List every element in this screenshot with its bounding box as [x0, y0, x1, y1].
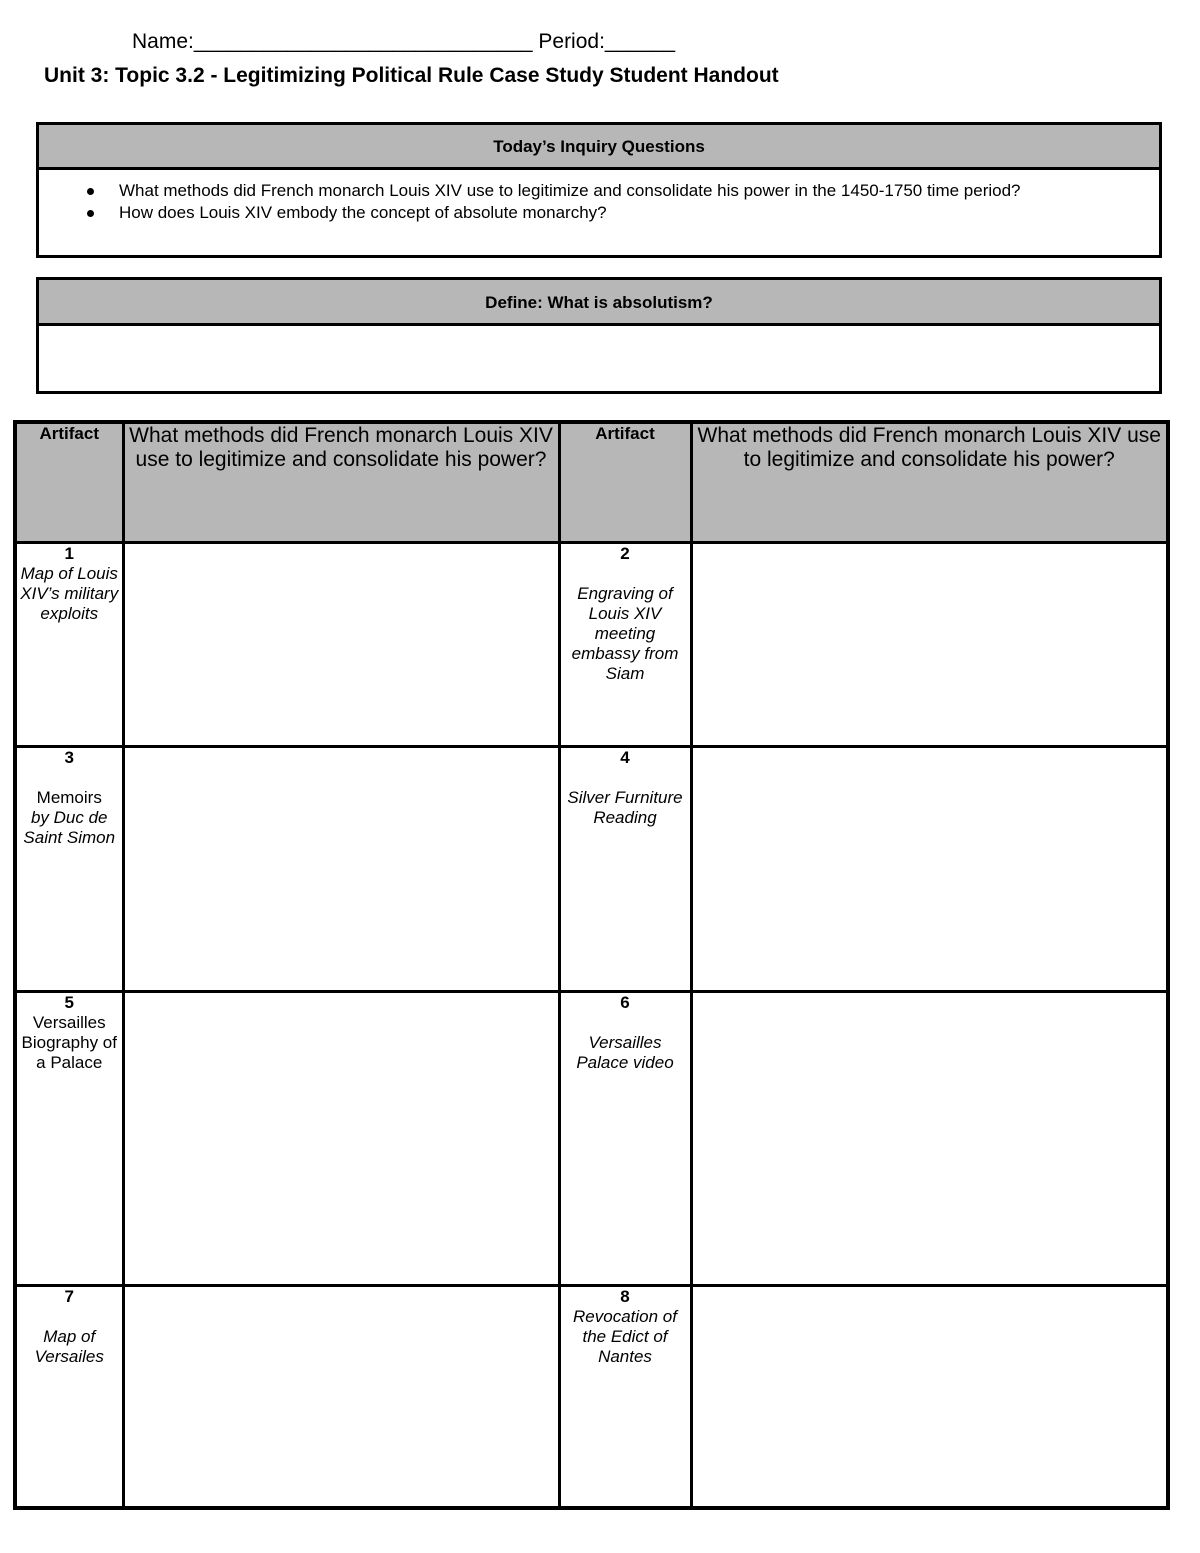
- artifact-label: Map of Versailes: [34, 1326, 104, 1366]
- answer-cell[interactable]: [123, 542, 559, 746]
- inquiry-question: What methods did French monarch Louis XIV use to legitimize and consolidate his power in the 1450-1750 time period?: [119, 180, 1159, 202]
- artifact-number: 2: [620, 543, 630, 563]
- table-row: [15, 1285, 1168, 1508]
- artifact-cell: [15, 1285, 123, 1508]
- artifact-column-header: Artifact: [559, 422, 691, 542]
- artifact-label-plain: Memoirs: [36, 787, 102, 807]
- artifact-cell: [15, 542, 123, 746]
- artifact-number: 8: [620, 1286, 630, 1306]
- artifact-column-header: Artifact: [15, 422, 123, 542]
- answer-cell[interactable]: [691, 746, 1168, 991]
- inquiry-questions-box: [36, 122, 1162, 258]
- artifact-label: Versailles Palace video: [576, 1032, 674, 1072]
- table-row: [15, 991, 1168, 1285]
- page-title: Unit 3: Topic 3.2 - Legitimizing Political Rule Case Study Student Handout: [44, 64, 779, 87]
- table-row: [15, 542, 1168, 746]
- artifact-number: 7: [64, 1286, 74, 1306]
- artifact-number: 1: [64, 543, 74, 563]
- artifact-label: by Duc de Saint Simon: [23, 807, 116, 847]
- artifact-cell: [15, 991, 123, 1285]
- artifact-number: 4: [620, 747, 630, 767]
- table-header-row: [15, 422, 1168, 542]
- artifact-number: 5: [64, 992, 74, 1012]
- artifact-label: Map of Louis XIV’s military exploits: [20, 563, 119, 623]
- question-column-header: What methods did French monarch Louis XIV use to legitimize and consolidate his power?: [691, 422, 1168, 542]
- answer-cell[interactable]: [123, 746, 559, 991]
- answer-cell[interactable]: [123, 991, 559, 1285]
- inquiry-list: [39, 180, 1159, 224]
- question-column-header: What methods did French monarch Louis XIV use to legitimize and consolidate his power?: [123, 422, 559, 542]
- inquiry-heading: Today’s Inquiry Questions: [39, 125, 1159, 170]
- table-row: [15, 746, 1168, 991]
- artifact-label: Silver Furniture Reading: [567, 787, 683, 827]
- answer-cell[interactable]: [691, 1285, 1168, 1508]
- artifact-label: Engraving of Louis XIV meeting embassy from Siam: [571, 583, 679, 683]
- artifact-cell: [559, 991, 691, 1285]
- name-period-line[interactable]: Name:_____________________________ Period:______: [132, 30, 675, 53]
- answer-cell[interactable]: [123, 1285, 559, 1508]
- artifact-number: 6: [620, 992, 630, 1012]
- answer-cell[interactable]: [691, 542, 1168, 746]
- artifact-label: Revocation of the Edict of Nantes: [573, 1306, 677, 1366]
- artifact-cell: [15, 746, 123, 991]
- artifact-cell: [559, 542, 691, 746]
- artifact-label-plain: Versailles Biography of a Palace: [21, 1012, 117, 1072]
- artifact-cell: [559, 746, 691, 991]
- answer-cell[interactable]: [691, 991, 1168, 1285]
- define-answer-area[interactable]: [39, 326, 1159, 388]
- artifact-cell: [559, 1285, 691, 1508]
- inquiry-question: How does Louis XIV embody the concept of absolute monarchy?: [119, 202, 1159, 224]
- define-heading: Define: What is absolutism?: [39, 280, 1159, 326]
- artifact-table: [13, 420, 1170, 1510]
- define-absolutism-box: [36, 277, 1162, 394]
- artifact-number: 3: [64, 747, 74, 767]
